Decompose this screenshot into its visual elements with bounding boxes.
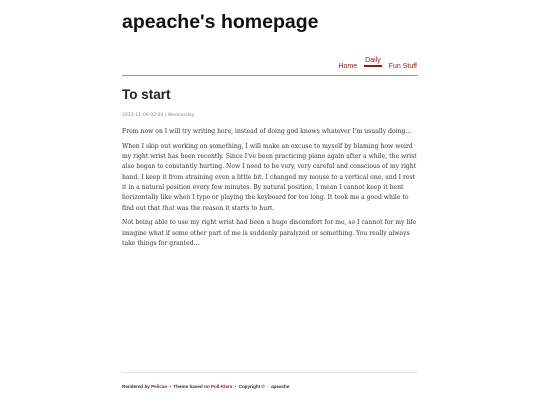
post-meta: 2022-11-09 02:04 | Wednesday <box>122 113 195 118</box>
footer-rendered-by: Rendered by <box>122 384 150 389</box>
footer-theme-based-on: Theme based on <box>173 384 210 389</box>
post-paragraph-2-emphasis: that <box>162 204 175 212</box>
post-paragraph-1: From now on I will try writing here, instead of doing god knows whatever I'm usually doing... <box>122 128 412 135</box>
post-title: To start <box>122 87 171 102</box>
footer-pelican-link[interactable]: Pelican <box>151 384 168 389</box>
nav-daily-link[interactable]: Daily <box>364 57 382 67</box>
footer-theme-link[interactable]: Poll-Klera <box>210 384 233 389</box>
footer <box>122 384 289 389</box>
footer-author: apeache <box>270 384 290 389</box>
footer-dash: - <box>267 384 269 389</box>
main-nav <box>337 57 418 70</box>
post-paragraph-2 <box>122 142 418 214</box>
post-body <box>122 127 418 254</box>
footer-copyright: Copyright © <box>238 384 265 389</box>
post-paragraph-2-text-a: When I skip out working on something, I will make an excuse to myself by blaming how weird my right wrist has been recently. Since I've been practicing piano again after a while, the wrist also began to constantly hurting. Now I need to be very, very careful and conscious of my right hand. I keep it from straining even a little bit. I changed my mouse to a vertical one, and I rest it in a natural position every few minutes. By natural position, I mean I cannot keep it bent horizontally like when I type or playing the keyboard for too long. It took me a good while to find out that <box>122 142 417 212</box>
nav-fun-stuff-link[interactable]: Fun Stuff <box>388 63 417 70</box>
site-title[interactable]: apeache's homepage <box>122 11 319 33</box>
post-paragraph-2-text-b: was the reason it starts to hurt. <box>174 204 275 212</box>
post-paragraph-3: Not being able to use my right wrist had been a huge discomfort for me, so I cannot for my life imagine what if some other part of me is suddenly paralyzed or something. You really always take things for granted... <box>122 219 417 247</box>
footer-divider <box>122 372 418 373</box>
nav-home-link[interactable]: Home <box>338 63 358 70</box>
footer-bullet: • <box>234 384 237 389</box>
footer-bullet: • <box>169 384 172 389</box>
nav-divider <box>122 75 418 76</box>
